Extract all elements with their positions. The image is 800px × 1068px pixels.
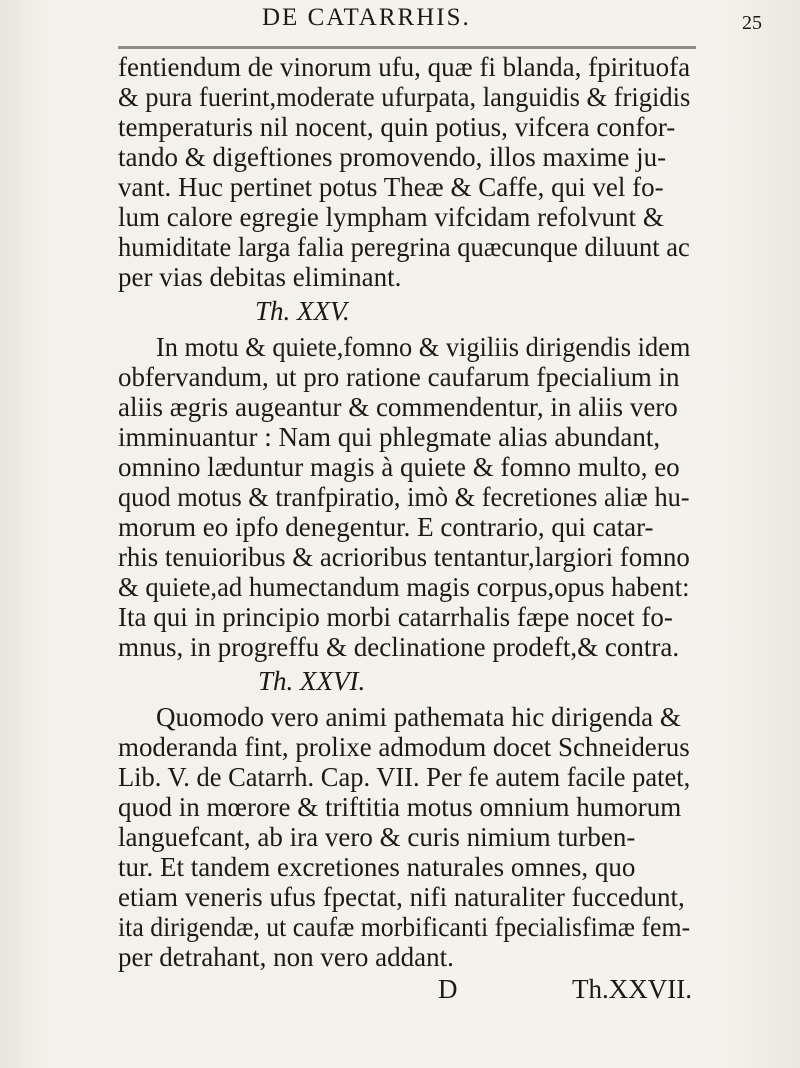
text-line: per vias debitas eliminant. (118, 262, 402, 292)
text-line: quod in mœrore & triftitia motus omnium humorum (118, 792, 682, 822)
text-line: & pura fuerint,moderate ufurpata, languidis & frigidis (118, 82, 691, 112)
text-line: languefcant, ab ira vero & curis nimium turben- (118, 822, 636, 852)
text-line: obfervandum, ut pro ratione caufarum fpecialium in (118, 362, 680, 392)
text-line: humiditate larga falia peregrina quæcunque diluunt ac (118, 232, 690, 262)
text-line: vant. Huc pertinet potus Theæ & Caffe, qui vel fo- (118, 172, 664, 202)
text-line: Ita qui in principio morbi catarrhalis fæpe nocet fo- (118, 602, 673, 632)
text-line: fentiendum de vinorum ufu, quæ fi blanda, fpirituofa (118, 52, 691, 82)
page-number: 25 (742, 12, 762, 34)
text-line: omnino læduntur magis à quiete & fomno multo, eo (118, 452, 680, 482)
text-line: imminuantur : Nam qui phlegmate alias abundant, (118, 422, 661, 452)
header-title: DE CATARRHIS. (262, 4, 471, 31)
text-line: rhis tenuioribus & acrioribus tentantur,largiori fomno (118, 542, 690, 572)
text-line: In motu & quiete,fomno & vigiliis dirigendis idem (156, 332, 691, 362)
text-line: Quomodo vero animi pathemata hic dirigenda & (156, 702, 681, 732)
text-line: ita dirigendæ, ut caufæ morbificanti fpecialisfimæ fem- (118, 912, 691, 942)
text-line: quod motus & tranfpiratio, imò & fecretiones aliæ hu- (118, 482, 690, 512)
section-heading-xxv: Th. XXV. (255, 296, 350, 326)
running-head (0, 4, 800, 40)
text-line: tur. Et tandem excretiones naturales omnes, quo (118, 852, 636, 882)
text-line: aliis ægris augeantur & commendentur, in aliis vero (118, 392, 678, 422)
text-line: & quiete,ad humectandum magis corpus,opus habent: (118, 572, 690, 602)
signature-mark: D (438, 974, 458, 1004)
text-line: lum calore egregie lympham vifcidam refolvunt & (118, 202, 664, 232)
text-line: mnus, in progreffu & declinatione prodeft,& contra. (118, 632, 680, 662)
text-line: morum eo ipfo denegentur. E contrario, qui catar- (118, 512, 654, 542)
text-line: Lib. V. de Catarrh. Cap. VII. Per fe autem facile patet, (118, 762, 691, 792)
text-line: moderanda fint, prolixe admodum docet Schneiderus (118, 732, 690, 762)
text-line: tando & digeftiones promovendo, illos maxime ju- (118, 142, 667, 172)
text-line: temperaturis nil nocent, quin potius, vifcera confor- (118, 112, 676, 142)
header-rule (118, 46, 696, 49)
text-line: etiam veneris ufus fpectat, nifi naturaliter fuccedunt, (118, 882, 685, 912)
text-line: per detrahant, non vero addant. (118, 942, 454, 972)
section-heading-xxvi: Th. XXVI. (258, 666, 366, 696)
catchword: Th.XXVII. (572, 974, 692, 1004)
